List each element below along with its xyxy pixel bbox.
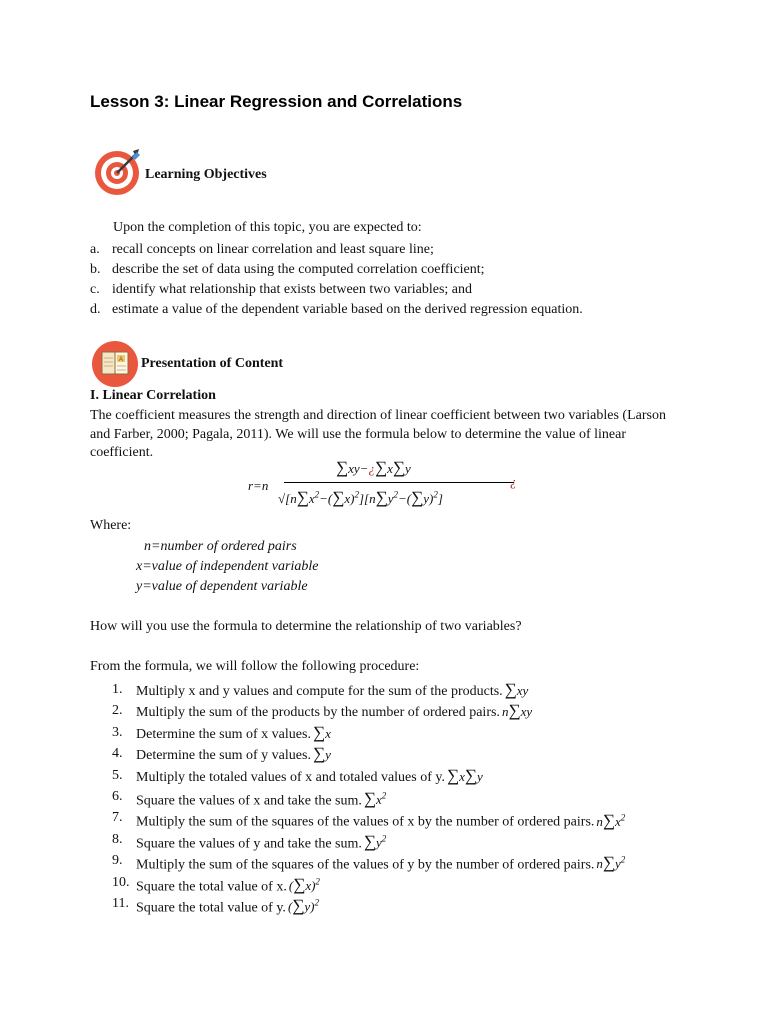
list-item: 10. Square the total value of x. $(\sum x)^2$ [112, 874, 320, 894]
section-title: I. Linear Correlation [90, 388, 216, 403]
list-item: 5. Multiply the totaled values of x and totaled values of y. ∑x∑y [112, 765, 483, 785]
presentation-heading: Presentation of Content [141, 356, 284, 371]
variable-definitions [136, 537, 318, 597]
lesson-title: Lesson 3: Linear Regression and Correlations [90, 92, 463, 111]
procedure-list [100, 679, 625, 914]
list-item: 4. Determine the sum of y values. ∑y [112, 744, 331, 764]
list-item: c. identify what relationship that exists between two variables; and [90, 282, 473, 297]
definition-x: x=value of independent variable [136, 559, 319, 574]
procedure-intro: From the formula, we will follow the following procedure: [90, 659, 420, 674]
objectives-list [90, 240, 583, 320]
list-item: b. describe the set of data using the computed correlation coefficient; [90, 262, 485, 277]
list-item: 7. Multiply the sum of the squares of the values of x by the number of ordered pairs. $n\sum x^2$ [112, 810, 626, 830]
list-item: 8. Square the values of y and take the sum. $\sum y^2$ [112, 831, 387, 852]
definition-n: n=number of ordered pairs [144, 539, 297, 554]
objectives-intro: Upon the completion of this topic, you are expected to: [113, 220, 422, 235]
fraction-bar [284, 482, 514, 483]
list-item: 6. Square the values of x and take the sum. $\sum x^2$ [112, 788, 387, 809]
where-label: Where: [90, 518, 132, 533]
book-icon [91, 340, 139, 388]
formula-lhs: r=n [248, 478, 269, 493]
target-icon [93, 147, 143, 197]
list-item: 3. Determine the sum of x values. ∑x [112, 722, 331, 742]
formula-numerator: ∑xy−¿∑x∑y [336, 458, 411, 477]
correlation-formula [248, 456, 528, 516]
list-item: d. estimate a value of the dependent variable based on the derived regression equation. [90, 302, 583, 317]
list-item: 1. Multiply x and y values and compute for the sum of the products. ∑xy [112, 680, 529, 699]
learning-objectives-heading: Learning Objectives [145, 167, 267, 182]
list-item: a. recall concepts on linear correlation and least square line; [90, 242, 434, 257]
list-item: 9. Multiply the sum of the squares of the values of y by the number of ordered pairs. $n\sum y^2$ [112, 853, 626, 873]
formula-denominator: $√[n\sum x^2-(\sum x)^2][n\sum y^2-(\sum y)^2]$ [278, 488, 443, 507]
list-item: 11. Square the total value of y. $(\sum y)^2$ [112, 895, 320, 916]
question-text: How will you use the formula to determine the relationship of two variables? [90, 619, 522, 634]
formula-tail: ¿ [510, 474, 517, 489]
svg-text:A: A [119, 357, 124, 363]
definition-y: y=value of dependent variable [136, 579, 308, 594]
section-paragraph: The coefficient measures the strength and direction of linear coefficient between two variables (Larson and Farber, 2000; Pagala, 2011). We will use the formula below to determine the value of linear coefficient. [90, 408, 666, 460]
list-item: 2. Multiply the sum of the products by the number of ordered pairs. n∑xy [112, 701, 533, 721]
